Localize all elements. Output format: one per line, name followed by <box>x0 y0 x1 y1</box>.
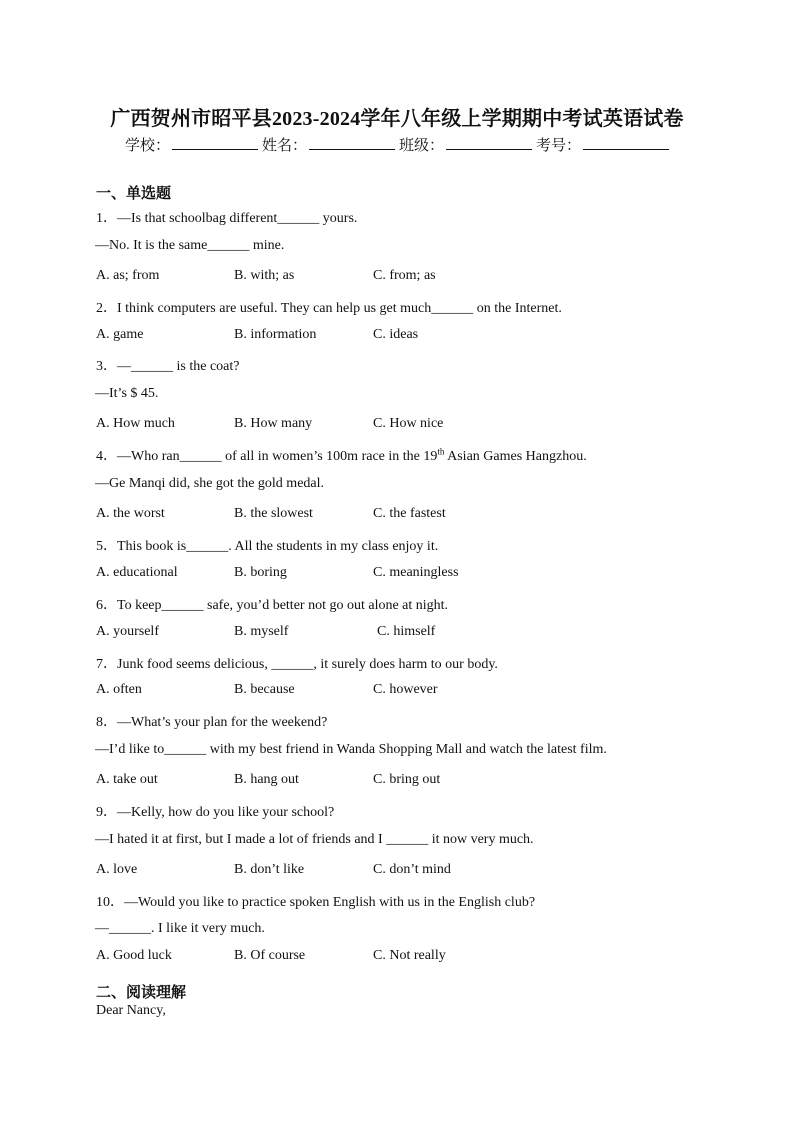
question-9-option-a[interactable]: A. love <box>96 862 138 877</box>
question-5-option-c[interactable]: C. meaningless <box>373 565 459 580</box>
section-heading-single-choice: 一、单选题 <box>96 184 172 202</box>
question-8-stem: 8．—What’s your plan for the weekend? <box>96 715 328 730</box>
question-5-option-a[interactable]: A. educational <box>96 565 178 580</box>
name-blank[interactable] <box>309 137 395 150</box>
exam-title: 广西贺州市昭平县2023-2024学年八年级上学期期中考试英语试卷 <box>110 108 684 130</box>
question-4-option-a[interactable]: A. the worst <box>96 506 165 521</box>
question-6-stem: 6．To keep______ safe, you’d better not go out alone at night. <box>96 598 449 613</box>
question-1-stem: 1．—Is that schoolbag different______ yours. <box>96 211 358 226</box>
question-7-option-c[interactable]: C. however <box>373 682 438 697</box>
question-2-stem: 2．I think computers are useful. They can help us get much______ on the Internet. <box>96 301 562 316</box>
question-1-reply: —No. It is the same______ mine. <box>95 238 285 253</box>
class-blank[interactable] <box>446 137 532 150</box>
question-3-option-b[interactable]: B. How many <box>234 416 313 431</box>
question-3-stem: 3．—______ is the coat? <box>96 359 240 374</box>
question-6-option-a[interactable]: A. yourself <box>96 624 159 639</box>
letter-greeting: Dear Nancy, <box>96 1003 166 1018</box>
question-2-option-b[interactable]: B. information <box>234 327 317 342</box>
question-1-option-b[interactable]: B. with; as <box>234 268 295 283</box>
section-heading-reading: 二、阅读理解 <box>96 983 187 1001</box>
question-9-option-c[interactable]: C. don’t mind <box>373 862 451 877</box>
student-info-row <box>0 134 794 155</box>
question-8-option-c[interactable]: C. bring out <box>373 772 441 787</box>
question-7-option-b[interactable]: B. because <box>234 682 295 697</box>
question-2-option-a[interactable]: A. game <box>96 327 144 342</box>
question-3-option-c[interactable]: C. How nice <box>373 416 444 431</box>
question-5-option-b[interactable]: B. boring <box>234 565 287 580</box>
question-6-option-b[interactable]: B. myself <box>234 624 289 639</box>
question-1-option-a[interactable]: A. as; from <box>96 268 160 283</box>
question-4-reply: —Ge Manqi did, she got the gold medal. <box>95 476 325 491</box>
question-9-stem: 9．—Kelly, how do you like your school? <box>96 805 335 820</box>
question-10-option-a[interactable]: A. Good luck <box>96 948 172 963</box>
question-4-option-c[interactable]: C. the fastest <box>373 506 446 521</box>
question-10-option-b[interactable]: B. Of course <box>234 948 306 963</box>
exam-number-label: 考号： <box>536 138 582 154</box>
question-4-superscript: th <box>437 446 445 457</box>
question-4-option-b[interactable]: B. the slowest <box>234 506 313 521</box>
question-2-option-c[interactable]: C. ideas <box>373 327 419 342</box>
school-label: 学校： <box>124 138 170 154</box>
question-10-option-c[interactable]: C. Not really <box>373 948 446 963</box>
question-8-option-a[interactable]: A. take out <box>96 772 158 787</box>
question-9-option-b[interactable]: B. don’t like <box>234 862 305 877</box>
school-blank[interactable] <box>172 137 258 150</box>
question-10-stem: 10．—Would you like to practice spoken English with us in the English club? <box>96 895 536 910</box>
question-7-option-a[interactable]: A. often <box>96 682 142 697</box>
question-8-reply: —I’d like to______ with my best friend in Wanda Shopping Mall and watch the latest film. <box>95 742 607 757</box>
question-1-option-c[interactable]: C. from; as <box>373 268 436 283</box>
question-6-option-c[interactable]: C. himself <box>377 624 436 639</box>
question-4-stem-text: 4．—Who ran______ of all in women’s 100m race in the 19 <box>96 449 438 464</box>
name-label: 姓名： <box>261 138 307 154</box>
question-5-stem: 5．This book is______. All the students in my class enjoy it. <box>96 539 439 554</box>
exam-number-blank[interactable] <box>583 137 669 150</box>
question-9-reply: —I hated it at first, but I made a lot of friends and I ______ it now very much. <box>95 832 534 847</box>
class-label: 班级： <box>399 138 445 154</box>
question-3-reply: —It’s $ 45. <box>95 386 159 401</box>
question-8-option-b[interactable]: B. hang out <box>234 772 299 787</box>
question-4-stem <box>96 445 587 465</box>
question-7-stem: 7．Junk food seems delicious, ______, it surely does harm to our body. <box>96 657 498 672</box>
question-3-option-a[interactable]: A. How much <box>96 416 175 431</box>
question-10-reply: —______. I like it very much. <box>95 921 265 936</box>
question-4-stem-tail: Asian Games Hangzhou. <box>444 449 587 464</box>
